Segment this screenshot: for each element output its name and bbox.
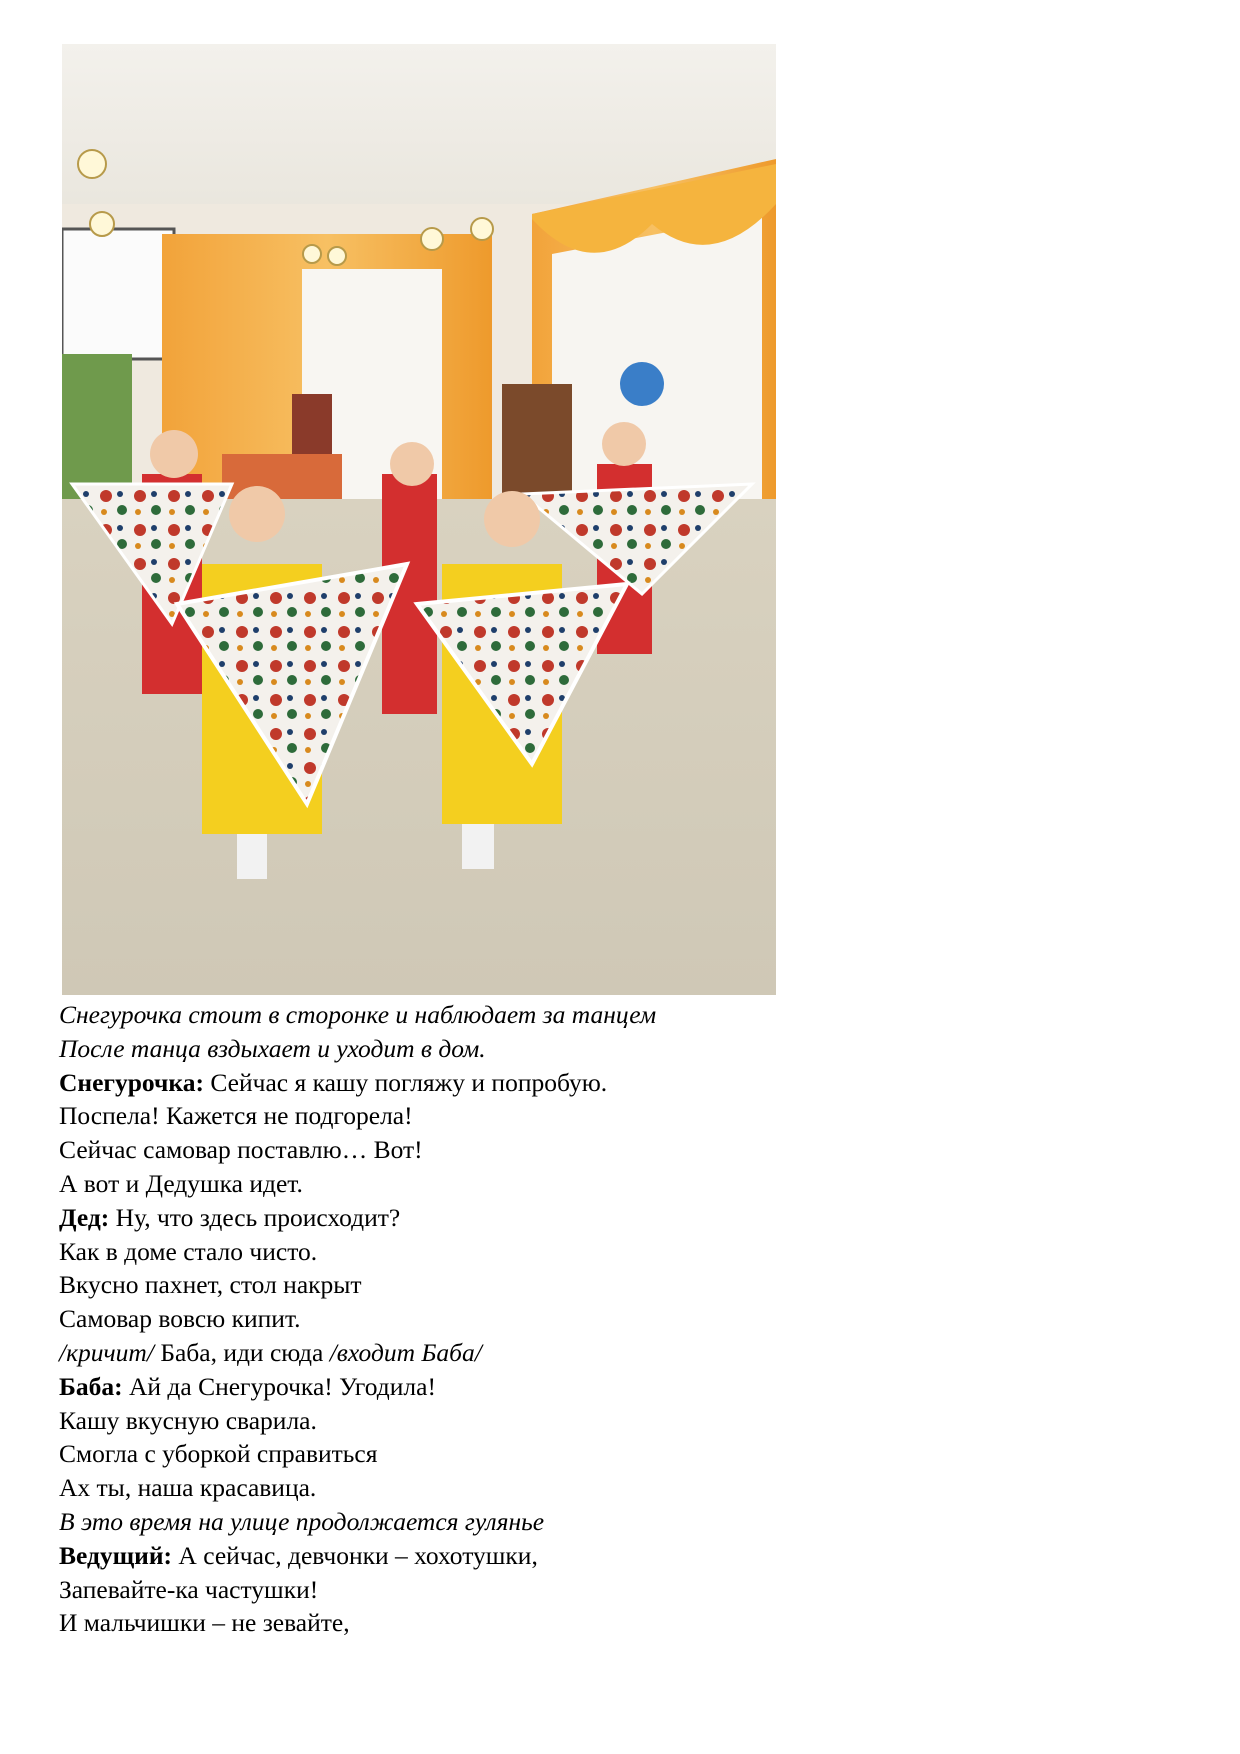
stage-direction: После танца вздыхает и уходит в дом.: [59, 1033, 486, 1063]
script-line: [59, 1370, 1159, 1404]
dialogue-text: Кашу вкусную сварила.: [59, 1405, 317, 1435]
dialogue-text: А сейчас, девчонки – хохотушки,: [172, 1540, 538, 1570]
script-line: [59, 1471, 1159, 1505]
script-text: [59, 998, 1159, 1640]
script-line: [59, 1539, 1159, 1573]
script-line: [59, 1066, 1159, 1100]
speaker-name: Дед:: [59, 1202, 110, 1232]
speaker-name: Ведущий:: [59, 1540, 173, 1570]
script-line: [59, 1167, 1159, 1201]
script-line: [59, 998, 1159, 1032]
dialogue-text: Баба, иди сюда: [153, 1337, 330, 1367]
stage-direction: Снегурочка стоит в сторонке и наблюдает за танцем: [59, 1000, 657, 1029]
dialogue-text: А вот и Дедушка идет.: [59, 1168, 303, 1198]
script-line: [59, 1437, 1159, 1471]
script-line: [59, 1235, 1159, 1269]
dialogue-text: Запевайте-ка частушки!: [59, 1574, 319, 1604]
script-line: [59, 1336, 1159, 1370]
dialogue-text: Ай да Снегурочка! Угодила!: [122, 1371, 436, 1401]
dialogue-text: Сейчас я кашу погляжу и попробую.: [203, 1067, 608, 1097]
stage-direction: /входит Баба/: [329, 1337, 482, 1367]
speaker-name: Баба:: [59, 1371, 123, 1401]
script-line: [59, 1133, 1159, 1167]
dialogue-text: Как в доме стало чисто.: [59, 1236, 318, 1266]
script-line: [59, 1268, 1159, 1302]
dialogue-text: Ах ты, наша красавица.: [59, 1473, 317, 1503]
dialogue-text: Поспела! Кажется не подгорела!: [59, 1101, 413, 1131]
photo-children-dancing-with-shawls-icon: [62, 44, 776, 995]
dialogue-text: Сейчас самовар поставлю… Вот!: [59, 1135, 423, 1165]
dialogue-text: Ну, что здесь происходит?: [109, 1202, 401, 1232]
script-line: [59, 1032, 1159, 1066]
dialogue-text: Вкусно пахнет, стол накрыт: [59, 1270, 362, 1300]
script-line: [59, 1201, 1159, 1235]
performance-photo: [62, 44, 776, 995]
dialogue-text: Самовар вовсю кипит.: [59, 1304, 301, 1334]
script-line: [59, 1404, 1159, 1438]
stage-direction: /кричит/: [59, 1337, 154, 1367]
script-line: [59, 1505, 1159, 1539]
speaker-name: Снегурочка:: [59, 1067, 204, 1097]
script-line: [59, 1573, 1159, 1607]
dialogue-text: Смогла с уборкой справиться: [59, 1439, 378, 1469]
script-line: [59, 1099, 1159, 1133]
script-line: [59, 1302, 1159, 1336]
script-line: [59, 1606, 1159, 1640]
dialogue-text: И мальчишки – не зевайте,: [59, 1608, 350, 1638]
stage-direction: В это время на улице продолжается гулянье: [59, 1506, 545, 1536]
